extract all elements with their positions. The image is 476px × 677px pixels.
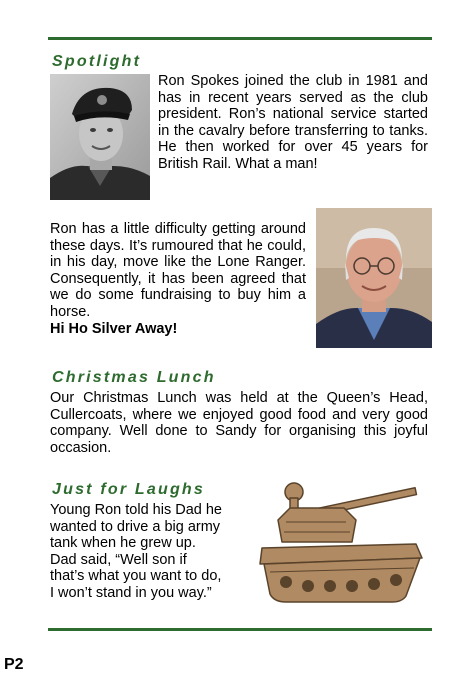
joke-line: I won’t stand in you way.” (50, 584, 212, 601)
young-ron-photo (50, 74, 150, 200)
ron-today-text (50, 221, 306, 337)
joke-line: Young Ron told his Dad he (50, 502, 222, 518)
spotlight-heading: Spotlight (52, 53, 142, 70)
older-ron-photo (316, 208, 432, 348)
joke-line: Dad said, “Well son if (50, 551, 187, 568)
joke-line: tank when he grew up. (50, 535, 196, 552)
joke-line: that’s what you want to do, (50, 568, 222, 585)
laughs-heading: Just for Laughs (52, 481, 206, 498)
christmas-text: Our Christmas Lunch was held at the Queen’s Head, Cullercoats, where we enjoyed good food and very good company. Well done to Sandy for organising this joyful occasion. (50, 390, 428, 456)
spotlight-text: Ron Spokes joined the club in 1981 and has in recent years served as the club president. Ron’s national service started in the cavalry before transferring to tanks. He then worked for over 45 years for British Rail. What a man! (158, 73, 428, 172)
hi-ho-silver-line: Hi Ho Silver Away! (50, 320, 178, 337)
tank-illustration (256, 478, 424, 606)
laughs-joke (50, 502, 260, 602)
joke-line: wanted to drive a big army (50, 518, 221, 535)
bottom-rule (48, 628, 432, 631)
page-number: P2 (4, 656, 24, 673)
christmas-heading: Christmas Lunch (52, 369, 216, 386)
top-rule (48, 37, 432, 40)
ron-today-body: Ron has a little difficulty getting around these days. It’s rumoured that he could, in his day, move like the Lone Ranger. Consequently, it has been agreed that we do some fundraising to buy him a horse. (50, 221, 306, 320)
